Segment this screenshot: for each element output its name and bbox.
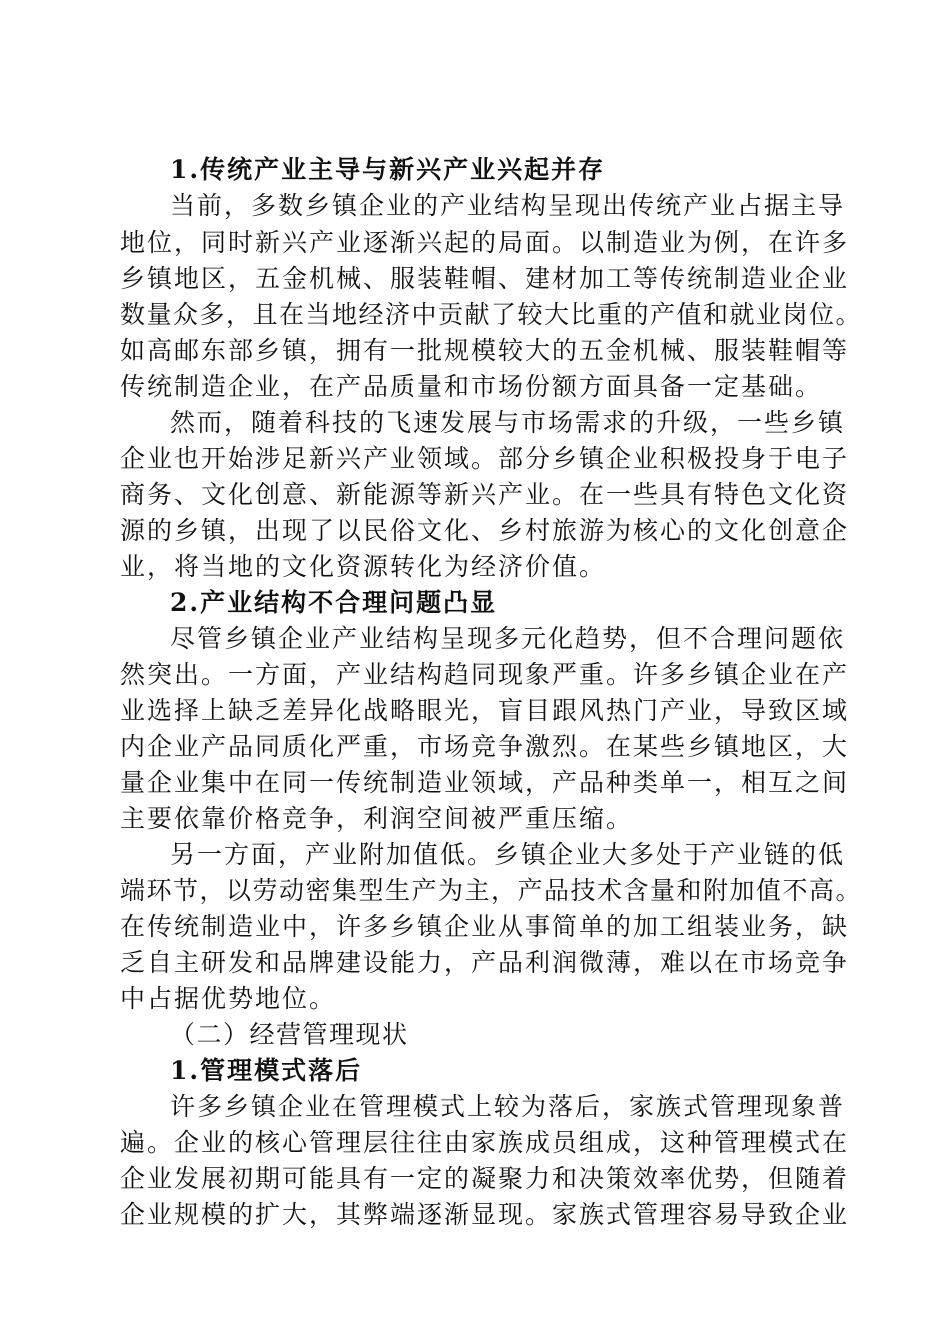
- paragraph-line: 企业规模的扩大，其弊端逐渐显现。家族式管理容易导致企业: [120, 1200, 850, 1229]
- paragraph-line: 乏自主研发和品牌建设能力，产品利润微薄，难以在市场竞争: [120, 948, 850, 977]
- paragraph-line: 源的乡镇，出现了以民俗文化、乡村旅游为核心的文化创意企: [120, 516, 850, 545]
- paragraph-line: 尽管乡镇企业产业结构呈现多元化趋势，但不合理问题依: [170, 624, 846, 653]
- paragraph-line: 主要依靠价格竞争，利润空间被严重压缩。: [120, 804, 634, 833]
- paragraph-line: 乡镇地区，五金机械、服装鞋帽、建材加工等传统制造业企业: [120, 264, 850, 293]
- section-heading: 2.产业结构不合理问题凸显: [170, 588, 498, 617]
- paragraph-line: 数量众多，且在当地经济中贡献了较大比重的产值和就业岗位。: [120, 300, 863, 329]
- section-subtitle: （二）经营管理现状: [170, 1020, 409, 1049]
- paragraph-line: 业选择上缺乏差异化战略眼光，盲目跟风热门产业，导致区域: [120, 696, 850, 725]
- paragraph-line: 传统制造企业，在产品质量和市场份额方面具备一定基础。: [120, 372, 823, 401]
- paragraph-line: 地位，同时新兴产业逐渐兴起的局面。以制造业为例，在许多: [120, 228, 850, 257]
- paragraph-line: 企业发展初期可能具有一定的凝聚力和决策效率优势，但随着: [120, 1164, 850, 1193]
- paragraph-line: 如高邮东部乡镇，拥有一批规模较大的五金机械、服装鞋帽等: [120, 336, 850, 365]
- paragraph-line: 当前，多数乡镇企业的产业结构呈现出传统产业占据主导: [170, 191, 846, 220]
- paragraph-line: 然突出。一方面，产业结构趋同现象严重。许多乡镇企业在产: [120, 660, 850, 689]
- paragraph-line: 许多乡镇企业在管理模式上较为落后，家族式管理现象普: [170, 1092, 846, 1121]
- section-heading: 1.传统产业主导与新兴产业兴起并存: [170, 155, 606, 184]
- paragraph-line: 内企业产品同质化严重，市场竞争激烈。在某些乡镇地区，大: [120, 732, 850, 761]
- paragraph-line: 企业也开始涉足新兴产业领域。部分乡镇企业积极投身于电子: [120, 444, 850, 473]
- paragraph-line: 在传统制造业中，许多乡镇企业从事简单的加工组装业务，缺: [120, 912, 850, 941]
- paragraph-line: 端环节，以劳动密集型生产为主，产品技术含量和附加值不高。: [120, 876, 863, 905]
- paragraph-line: 遍。企业的核心管理层往往由家族成员组成，这种管理模式在: [120, 1128, 850, 1157]
- paragraph-line: 然而，随着科技的飞速发展与市场需求的升级，一些乡镇: [170, 408, 846, 437]
- paragraph-line: 量企业集中在同一传统制造业领域，产品种类单一，相互之间: [120, 768, 850, 797]
- paragraph-line: 另一方面，产业附加值低。乡镇企业大多处于产业链的低: [170, 840, 846, 869]
- section-heading: 1.管理模式落后: [170, 1056, 363, 1085]
- paragraph-line: 业，将当地的文化资源转化为经济价值。: [120, 552, 607, 581]
- paragraph-line: 商务、文化创意、新能源等新兴产业。在一些具有特色文化资: [120, 480, 850, 509]
- paragraph-line: 中占据优势地位。: [120, 984, 337, 1013]
